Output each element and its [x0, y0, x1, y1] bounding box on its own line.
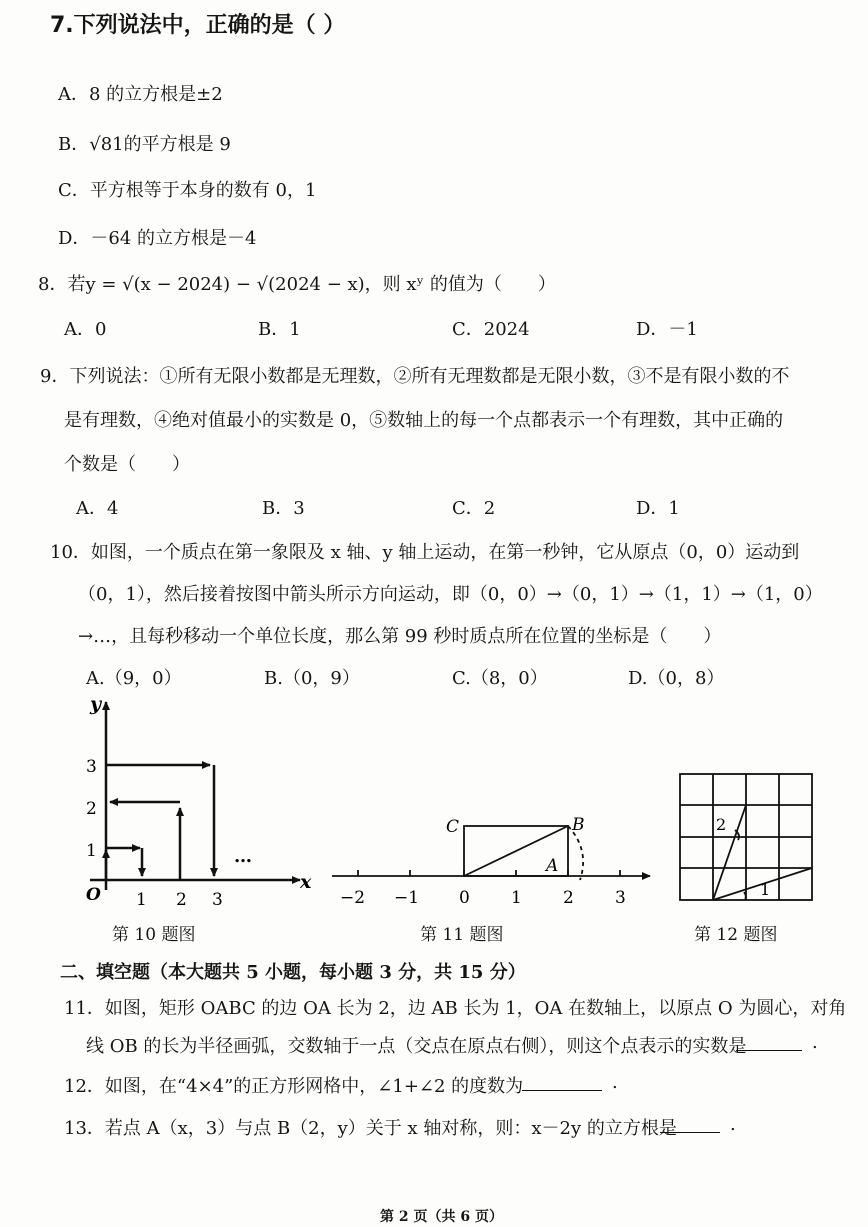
q9-option-c: C．2: [452, 498, 496, 519]
q8-option-b: B．1: [258, 319, 301, 340]
q11-line-2: 线 OB 的长为半径画弧，交数轴于一点（交点在原点右侧），则这个点表示的实数是: [86, 1036, 747, 1057]
q13-answer-blank[interactable]: [660, 1132, 720, 1133]
fig10-y-tick-1: 1: [86, 841, 97, 861]
q10-option-a: A.（9，0）: [86, 668, 182, 689]
fig12-arc-angle1: [744, 892, 746, 900]
fig11-label-b: B: [572, 815, 585, 835]
q7-option-b: B．√81的平方根是 9: [58, 134, 231, 155]
fig12-angle2-label: 2: [716, 815, 727, 834]
q12-answer-blank[interactable]: [522, 1090, 602, 1091]
q9-option-b: B．3: [262, 498, 305, 519]
fig11-tick-2: 2: [563, 888, 574, 908]
fig12-angle1-label: 1: [760, 880, 771, 899]
q10-option-b: B.（0，9）: [264, 668, 360, 689]
fig11-tick-0: 0: [459, 888, 470, 908]
fig10-x-label: x: [300, 871, 312, 893]
fig10-x-tick-3: 3: [212, 890, 223, 910]
q9-option-d: D．1: [636, 498, 680, 519]
q9-line-2: 是有理数，④绝对值最小的实数是 0，⑤数轴上的每一个点都表示一个有理数，其中正确的: [64, 410, 784, 431]
q13-text: 13．若点 A（x，3）与点 B（2，y）关于 x 轴对称，则：x－2y 的立方根是: [64, 1118, 677, 1139]
fig12-caption: 第 12 题图: [694, 925, 778, 945]
fig11-tick-neg2: −2: [340, 888, 366, 908]
q9-option-a: A．4: [76, 498, 119, 519]
q12-end: .: [612, 1072, 618, 1093]
fig11-tick-3: 3: [615, 888, 626, 908]
q7-option-c: C．平方根等于本身的数有 0，1: [58, 180, 317, 201]
fig10-y-tick-2: 2: [86, 799, 97, 819]
fig10-y-label: y: [90, 693, 102, 715]
q11-line-1: 11．如图，矩形 OABC 的边 OA 长为 2，边 AB 长为 1，OA 在数轴上，以原点 O 为圆心，对角: [64, 998, 847, 1019]
figure-11: [332, 826, 650, 880]
q10-line-2: （0，1），然后接着按图中箭头所示方向运动，即（0，0）→（0，1）→（1，1）→（1，0）: [78, 584, 823, 605]
q13-end: .: [730, 1114, 736, 1135]
q10-option-c: C.（8，0）: [452, 668, 548, 689]
q9-line-1: 9．下列说法：①所有无限小数都是无理数，②所有无理数都是无限小数，③不是有限小数的不: [40, 366, 790, 387]
fig10-x-tick-2: 2: [176, 890, 187, 910]
fig11-caption: 第 11 题图: [420, 925, 504, 945]
q8-option-c: C．2024: [452, 319, 530, 340]
q9-line-3: 个数是（ ）: [64, 454, 190, 475]
q12-text: 12．如图，在“4×4”的正方形网格中，∠1+∠2 的度数为: [64, 1076, 524, 1097]
q7-stem: 7.下列说法中，正确的是（ ）: [50, 13, 346, 38]
fig11-tick-1: 1: [511, 888, 522, 908]
page-footer: 第 2 页（共 6 页）: [380, 1209, 503, 1225]
fig11-tick-neg1: −1: [394, 888, 420, 908]
q8-option-d: D．－1: [636, 319, 698, 340]
fig10-caption: 第 10 题图: [112, 925, 196, 945]
figure-10: [90, 702, 300, 890]
fig11-label-c: C: [446, 817, 460, 837]
q10-option-d: D.（0，8）: [628, 668, 725, 689]
q11-line-end: .: [812, 1032, 818, 1053]
figure-12: [680, 774, 812, 900]
q11-answer-blank[interactable]: [736, 1050, 802, 1051]
q8-stem: 8．若y = √(x − 2024) − √(2024 − x)，则 xʸ 的值为（ ）: [38, 274, 556, 295]
q10-line-1: 10．如图，一个质点在第一象限及 x 轴、y 轴上运动，在第一秒钟，它从原点（0，0）运动到: [50, 542, 800, 563]
q10-line-3: →…，且每秒移动一个单位长度，那么第 99 秒时质点所在位置的坐标是（ ）: [78, 626, 722, 647]
q7-option-d: D．－64 的立方根是－4: [58, 228, 257, 249]
fig10-ellipsis: …: [234, 846, 252, 867]
q7-option-a: A．8 的立方根是±2: [58, 84, 223, 105]
section-2-title: 二、填空题（本大题共 5 小题，每小题 3 分，共 15 分）: [60, 962, 526, 983]
fig11-label-a: A: [546, 856, 559, 876]
fig10-x-tick-1: 1: [136, 890, 147, 910]
fig10-y-tick-3: 3: [86, 757, 97, 777]
figures-area: [0, 690, 868, 950]
fig10-origin-label: O: [86, 885, 101, 905]
q8-option-a: A．0: [64, 319, 107, 340]
